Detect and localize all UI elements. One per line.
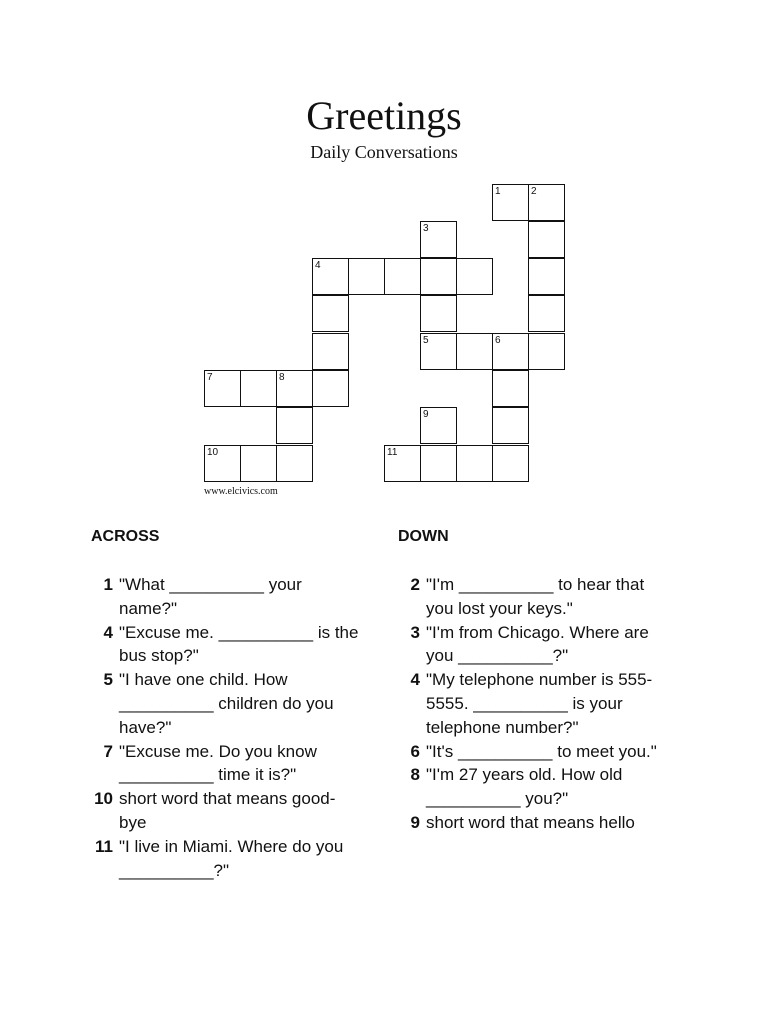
clue-item <box>392 668 668 739</box>
grid-cell[interactable] <box>420 407 457 444</box>
clue-number: 5 <box>423 335 429 346</box>
grid-cell[interactable] <box>204 445 241 482</box>
grid-cell[interactable] <box>420 295 457 332</box>
clue-number: 8 <box>410 765 420 785</box>
grid-cell[interactable] <box>312 333 349 370</box>
grid-cell[interactable] <box>276 370 313 407</box>
clue-item <box>85 621 360 669</box>
page-subtitle: Daily Conversations <box>310 142 458 162</box>
grid-cell[interactable] <box>240 445 277 482</box>
grid-cell[interactable] <box>312 370 349 407</box>
clue-text: "What __________ your name?" <box>119 575 302 618</box>
across-heading: ACROSS <box>91 528 160 545</box>
clue-number: 11 <box>387 447 398 458</box>
clue-text: "I'm from Chicago. Where are you __________?" <box>426 622 649 666</box>
clue-number: 3 <box>410 622 420 642</box>
clue-item <box>85 835 360 883</box>
clue-number: 3 <box>423 223 429 234</box>
grid-cell[interactable] <box>348 258 385 295</box>
grid-cell[interactable] <box>312 295 349 332</box>
grid-cell[interactable] <box>456 333 493 370</box>
crossword-grid <box>0 0 768 500</box>
clue-number: 10 <box>94 789 113 809</box>
clue-text: short word that means hello <box>426 812 635 832</box>
clue-item <box>392 763 668 811</box>
clue-number: 6 <box>495 335 501 346</box>
grid-cell[interactable] <box>492 370 529 407</box>
grid-cell[interactable] <box>384 258 421 295</box>
clue-item <box>392 740 668 764</box>
grid-cell[interactable] <box>528 184 565 221</box>
grid-cell[interactable] <box>420 258 457 295</box>
grid-cell[interactable] <box>420 333 457 370</box>
clue-text: short word that means good-bye <box>119 789 336 832</box>
page-title: Greetings <box>306 93 462 138</box>
clue-number: 4 <box>103 622 113 642</box>
clue-text: "I'm __________ to hear that you lost your keys." <box>426 575 645 618</box>
grid-cell[interactable] <box>492 184 529 221</box>
grid-cell[interactable] <box>276 407 313 444</box>
down-heading: DOWN <box>398 528 449 545</box>
clue-text: "I live in Miami. Where do you __________?" <box>119 836 344 880</box>
clue-number: 4 <box>410 670 420 690</box>
clue-text: "It's __________ to meet you." <box>426 741 657 761</box>
clue-number: 2 <box>410 575 420 594</box>
down-clue-list <box>392 573 668 835</box>
clue-number: 11 <box>95 836 113 856</box>
clue-number: 1 <box>495 186 501 197</box>
grid-cell[interactable] <box>456 258 493 295</box>
grid-cell[interactable] <box>528 258 565 295</box>
clue-number: 5 <box>103 670 113 690</box>
grid-cell[interactable] <box>456 445 493 482</box>
grid-cell[interactable] <box>528 333 565 370</box>
grid-cell[interactable] <box>384 445 421 482</box>
clue-number: 8 <box>279 372 285 383</box>
across-clue-list <box>85 573 360 882</box>
clue-number: 2 <box>531 186 537 197</box>
grid-cell[interactable] <box>492 333 529 370</box>
grid-cell[interactable] <box>204 370 241 407</box>
clue-number: 4 <box>315 260 321 271</box>
clue-text: "I have one child. How __________ children do you have?" <box>119 670 334 737</box>
clue-number: 6 <box>410 741 420 761</box>
clue-number: 1 <box>103 575 113 594</box>
clue-item <box>392 811 668 835</box>
grid-cell[interactable] <box>420 221 457 258</box>
grid-cell[interactable] <box>240 370 277 407</box>
grid-cell[interactable] <box>276 445 313 482</box>
clue-item <box>392 573 668 621</box>
clue-text: "Excuse me. __________ is the bus stop?" <box>119 622 359 666</box>
clue-number: 9 <box>410 812 420 832</box>
clue-number: 7 <box>103 741 113 761</box>
grid-cell[interactable] <box>492 445 529 482</box>
clue-text: "My telephone number is 555-5555. __________ is your telephone number?" <box>426 670 653 737</box>
grid-cell[interactable] <box>420 445 457 482</box>
clue-item <box>85 573 360 621</box>
clue-item <box>85 787 360 835</box>
clue-number: 10 <box>207 447 219 458</box>
clue-number: 7 <box>207 372 213 383</box>
website-credit: www.elcivics.com <box>204 486 278 497</box>
clue-item <box>392 621 668 669</box>
clue-text: "I'm 27 years old. How old __________ you?" <box>426 765 623 809</box>
grid-cell[interactable] <box>492 407 529 444</box>
clue-item <box>85 668 360 739</box>
clue-number: 9 <box>423 409 429 420</box>
clue-item <box>85 740 360 788</box>
grid-cell[interactable] <box>528 221 565 258</box>
grid-cell[interactable] <box>528 295 565 332</box>
grid-cell[interactable] <box>312 258 349 295</box>
clue-text: "Excuse me. Do you know __________ time it is?" <box>119 741 317 785</box>
